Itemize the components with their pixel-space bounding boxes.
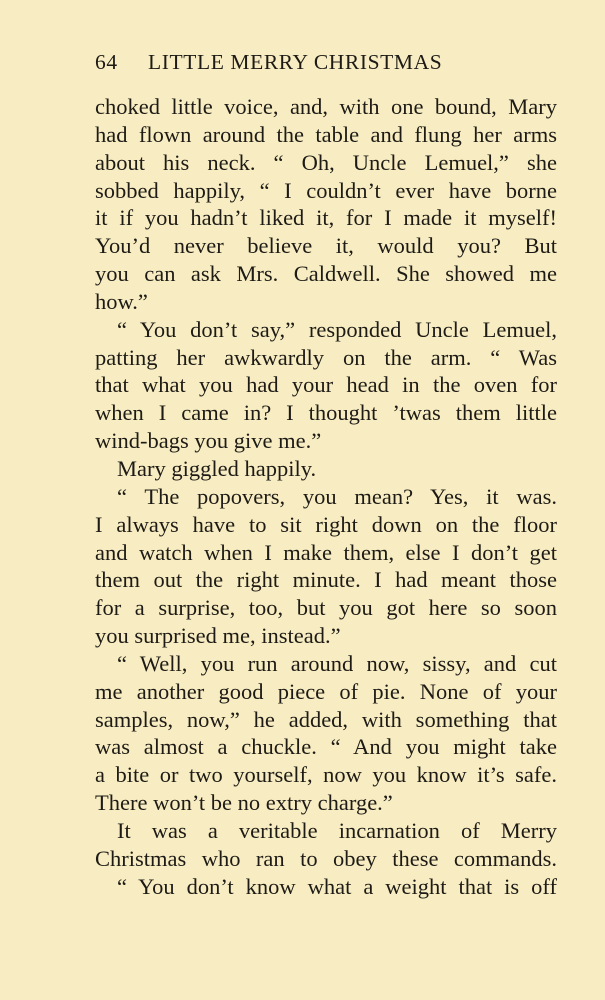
page-number: 64 — [95, 50, 118, 74]
text-line-8: how.” — [95, 288, 148, 314]
text-line-9: “ You don’t say,” responded Uncle Lemuel, — [117, 316, 557, 342]
text-line-14: Mary giggled happily. — [117, 455, 317, 481]
text-line-21: “ Well, you run around now, sissy, and cut — [117, 650, 557, 676]
text-line-29: “ You don’t know what a weight that is off — [117, 873, 557, 899]
text-line-10: patting her awkwardly on the arm. “ Was — [95, 344, 557, 370]
text-line-16: I always have to sit right down on the floor — [95, 511, 557, 537]
text-line-6: You’d never believe it, would you? But — [95, 233, 557, 259]
text-line-25: a bite or two yourself, now you know it’s safe. — [95, 762, 557, 788]
text-line-18: them out the right minute. I had meant those — [95, 567, 557, 593]
text-line-17: and watch when I make them, else I don’t get — [95, 539, 557, 565]
text-line-1: choked little voice, and, with one bound, Mary — [95, 94, 557, 119]
body-text — [95, 93, 557, 900]
text-line-13: wind-bags you give me.” — [95, 428, 322, 454]
text-line-2: had flown around the table and flung her arms — [95, 121, 557, 147]
text-line-20: you surprised me, instead.” — [95, 623, 341, 649]
text-line-11: that what you had your head in the oven for — [95, 372, 557, 398]
text-line-15: “ The popovers, you mean? Yes, it was. — [117, 483, 557, 509]
text-line-4: sobbed happily, “ I couldn’t ever have borne — [95, 177, 557, 203]
text-line-24: was almost a chuckle. “ And you might take — [95, 734, 557, 760]
text-line-26: There won’t be no extry charge.” — [95, 790, 393, 816]
text-line-19: for a surprise, too, but you got here so soon — [95, 595, 557, 621]
text-line-23: samples, now,” he added, with something that — [95, 706, 557, 732]
text-line-3: about his neck. “ Oh, Uncle Lemuel,” she — [95, 149, 557, 175]
text-line-5: it if you hadn’t liked it, for I made it myself! — [95, 205, 557, 231]
text-line-22: me another good piece of pie. None of your — [95, 678, 557, 704]
text-line-27: It was a veritable incarnation of Merry — [117, 817, 557, 843]
text-line-7: you can ask Mrs. Caldwell. She showed me — [95, 261, 557, 287]
text-line-12: when I came in? I thought ’twas them little — [95, 400, 557, 426]
text-line-28: Christmas who ran to obey these commands. — [95, 845, 557, 871]
running-head — [95, 47, 495, 77]
running-title: LITTLE MERRY CHRISTMAS — [148, 50, 443, 74]
